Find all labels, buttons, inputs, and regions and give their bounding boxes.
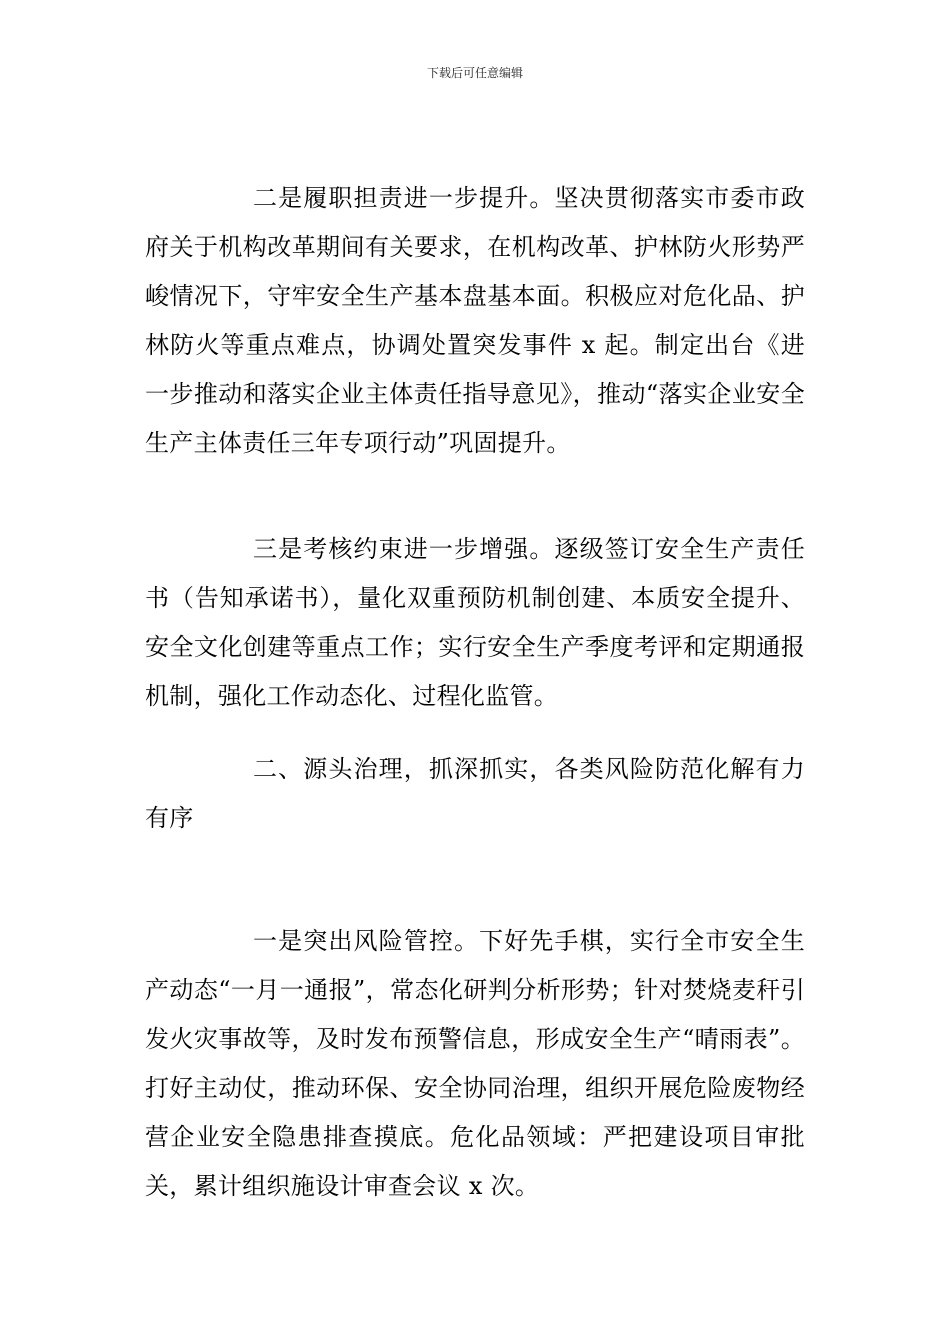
paragraph-assessment-constraint: 三是考核约束进一步增强。逐级签订安全生产责任书（告知承诺书），量化双重预防机制创建、本质安全提升、安全文化创建等重点工作；实行安全生产季度考评和定期通报机制，强化工作动态化、过程化监管。 bbox=[145, 535, 805, 710]
section-heading-source-governance: 二、源头治理，抓深抓实，各类风险防范化解有力有序 bbox=[145, 755, 805, 832]
paragraph-risk-control: 一是突出风险管控。下好先手棋，实行全市安全生产动态“一月一通报”，常态化研判分析形势；针对焚烧麦秆引发火灾事故等，及时发布预警信息，形成安全生产“晴雨表”。打好主动仗，推动环保、安全协同治理，组织开展危险废物经营企业安全隐患排查摸底。危化品领域：严把建设项目审批关，累计组织施设计审查会议 x 次。 bbox=[145, 927, 805, 1200]
paragraph-duty-performance: 二是履职担责进一步提升。坚决贯彻落实市委市政府关于机构改革期间有关要求，在机构改革、护林防火形势严峻情况下，守牢安全生产基本盘基本面。积极应对危化品、护林防火等重点难点，协调处置突发事件 x 起。制定出台《进一步推动和落实企业主体责任指导意见》，推动“落实企业安全生产主体责任三年专项行动”巩固提升。 bbox=[145, 184, 805, 457]
page-header: 下载后可任意编辑 bbox=[426, 66, 523, 80]
